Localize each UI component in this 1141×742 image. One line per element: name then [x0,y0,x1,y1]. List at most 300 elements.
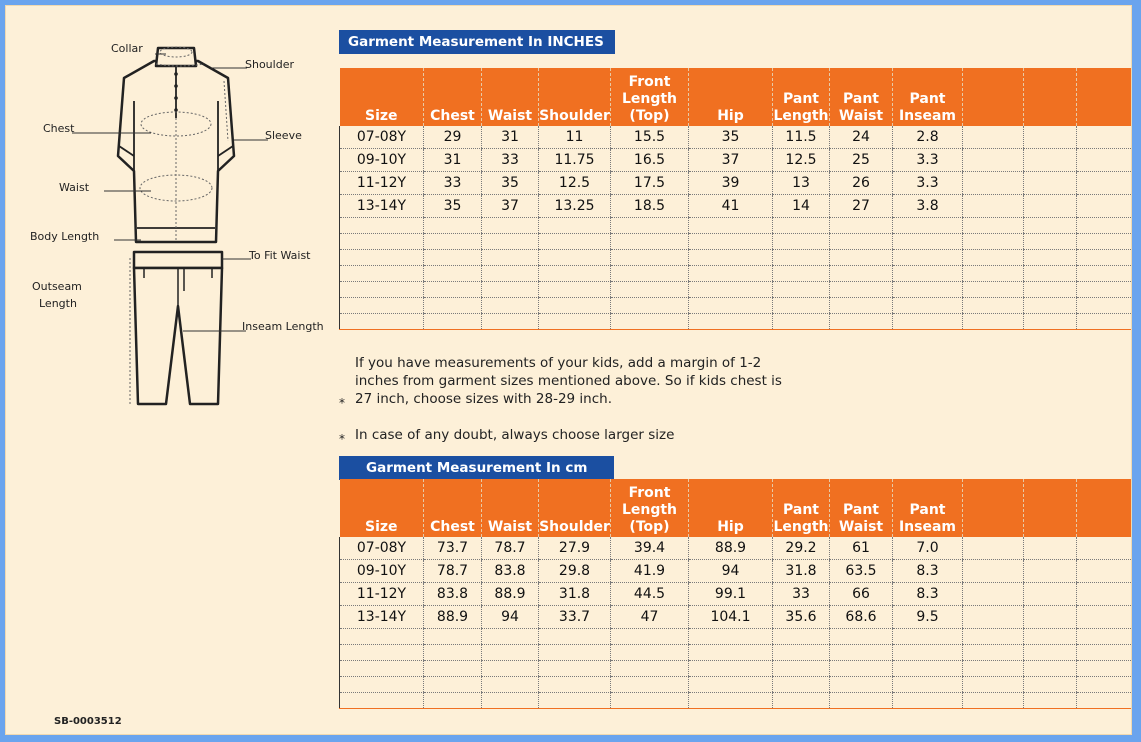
empty-row [340,693,1131,709]
column-header [963,479,1024,537]
empty-row [340,266,1131,282]
empty-cell [539,661,611,677]
empty-row [340,298,1131,314]
empty-cell [340,266,424,282]
empty-cell [689,266,773,282]
empty-cell [482,250,539,266]
empty-cell [539,266,611,282]
empty-cell [689,282,773,298]
empty-cell [424,266,482,282]
table-cell: 2.8 [893,126,963,149]
table-cell: 16.5 [611,149,689,172]
table-cell: 3.3 [893,149,963,172]
empty-cell [611,661,689,677]
column-header [482,68,539,126]
table-row [340,149,1131,172]
table-cell: 94 [482,606,539,629]
empty-cell [830,677,893,693]
body-length-label: Body Length [30,230,100,243]
empty-cell [340,218,424,234]
empty-cell [611,234,689,250]
empty-cell [424,234,482,250]
asterisk-icon: * [339,432,345,446]
empty-cell [689,629,773,645]
column-header [482,479,539,537]
column-header-line: (Top) [629,519,670,535]
empty-row [340,645,1131,661]
empty-cell [893,298,963,314]
column-header-line: Waist [838,519,884,535]
table-cell: 33.7 [539,606,611,629]
column-header [1077,479,1131,537]
empty-cell [611,693,689,709]
table-cell: 8.3 [893,583,963,606]
table-cell: 7.0 [893,537,963,560]
column-header [340,479,424,537]
empty-cell [963,218,1024,234]
table-cell [1077,195,1131,218]
empty-cell [830,250,893,266]
table-cell: 11.75 [539,149,611,172]
empty-cell [1024,693,1077,709]
table-cell: 11-12Y [340,583,424,606]
table-cell [1024,149,1077,172]
empty-cell [424,693,482,709]
empty-cell [424,250,482,266]
table-cell [1024,126,1077,149]
table-cell: 13 [773,172,830,195]
table-cell: 88.9 [689,537,773,560]
column-header-line: Length [773,108,829,124]
column-header-line: Chest [430,108,475,124]
empty-cell [830,629,893,645]
empty-cell [1024,629,1077,645]
empty-cell [689,298,773,314]
table-cell: 44.5 [611,583,689,606]
empty-cell [689,314,773,330]
empty-cell [482,645,539,661]
empty-cell [424,314,482,330]
column-header-line: Inseam [898,108,957,124]
column-header [539,479,611,537]
empty-cell [1024,314,1077,330]
column-header [424,68,482,126]
column-header-line: Waist [487,519,533,535]
table-cell [1024,172,1077,195]
empty-cell [773,266,830,282]
table-cell: 39 [689,172,773,195]
empty-cell [773,218,830,234]
empty-cell [1024,266,1077,282]
empty-cell [963,645,1024,661]
empty-cell [689,645,773,661]
empty-row [340,234,1131,250]
empty-cell [689,250,773,266]
empty-cell [830,298,893,314]
table-row [340,606,1131,629]
table-cell: 27 [830,195,893,218]
table-cell [1024,606,1077,629]
empty-cell [424,661,482,677]
column-header [1024,68,1077,126]
empty-cell [340,677,424,693]
note-text: In case of any doubt, always choose larger size [355,427,675,443]
waist-label: Waist [59,181,90,194]
empty-cell [1077,677,1131,693]
table-cell: 11.5 [773,126,830,149]
table-cell [963,583,1024,606]
empty-row [340,629,1131,645]
empty-cell [963,282,1024,298]
empty-cell [424,298,482,314]
table-cell [963,149,1024,172]
table-cell: 94 [689,560,773,583]
empty-cell [1024,645,1077,661]
empty-cell [1024,677,1077,693]
table-cell: 33 [482,149,539,172]
empty-cell [893,282,963,298]
product-code: SB-0003512 [54,716,122,727]
empty-cell [482,234,539,250]
table-cell [963,560,1024,583]
empty-cell [830,234,893,250]
empty-cell [773,693,830,709]
table-cell: 35.6 [773,606,830,629]
empty-cell [340,234,424,250]
empty-cell [539,282,611,298]
table-cell [1024,195,1077,218]
column-header-line: Inseam [898,519,957,535]
empty-cell [893,314,963,330]
empty-cell [1077,218,1131,234]
column-header [611,68,689,126]
column-header-line: Shoulder [539,108,610,124]
empty-cell [539,693,611,709]
table-cell: 26 [830,172,893,195]
table-cell: 31 [424,149,482,172]
empty-cell [611,314,689,330]
table-cell: 37 [689,149,773,172]
column-header-line: Size [364,519,398,535]
empty-cell [611,298,689,314]
empty-cell [539,314,611,330]
empty-cell [1077,298,1131,314]
table-cell [963,126,1024,149]
table-cell: 17.5 [611,172,689,195]
empty-cell [1024,298,1077,314]
table-cell: 09-10Y [340,560,424,583]
empty-cell [424,629,482,645]
column-header-line: Waist [487,108,533,124]
table-cell: 15.5 [611,126,689,149]
empty-cell [893,677,963,693]
column-header-line: Length [773,519,829,535]
empty-cell [773,282,830,298]
empty-cell [893,693,963,709]
empty-cell [539,677,611,693]
column-header [830,479,893,537]
table-cell: 68.6 [830,606,893,629]
table-cell: 78.7 [424,560,482,583]
column-header-line: Size [364,108,398,124]
empty-row [340,314,1131,330]
table-cell: 83.8 [424,583,482,606]
empty-cell [1024,661,1077,677]
column-header [689,479,773,537]
table-cell: 8.3 [893,560,963,583]
note-item [339,426,789,444]
inches-header-row [340,68,1131,126]
empty-cell [830,693,893,709]
empty-cell [773,298,830,314]
table-cell [963,537,1024,560]
table-cell [1077,172,1131,195]
column-header-line: Hip [717,108,744,124]
column-header-line: Waist [838,108,884,124]
inches-table-title: Garment Measurement In INCHES [339,30,615,54]
table-cell [1024,583,1077,606]
column-header-line: Length [621,502,678,518]
empty-cell [539,234,611,250]
column-header [773,68,830,126]
empty-cell [482,629,539,645]
cm-header-row [340,479,1131,537]
empty-cell [830,314,893,330]
empty-cell [482,218,539,234]
column-header [893,479,963,537]
empty-cell [963,250,1024,266]
empty-cell [773,234,830,250]
inseam-length-label: Inseam Length [242,320,324,333]
table-cell [963,606,1024,629]
table-cell: 63.5 [830,560,893,583]
empty-cell [424,282,482,298]
table-cell: 88.9 [424,606,482,629]
table-cell: 37 [482,195,539,218]
table-cell [963,172,1024,195]
empty-cell [1077,629,1131,645]
empty-cell [1077,314,1131,330]
empty-cell [963,693,1024,709]
column-header [340,68,424,126]
table-cell: 11 [539,126,611,149]
column-header-line: Pant [783,502,819,518]
column-header [773,479,830,537]
table-cell: 07-08Y [340,537,424,560]
empty-row [340,250,1131,266]
empty-cell [611,629,689,645]
empty-cell [611,250,689,266]
table-cell: 14 [773,195,830,218]
table-cell [1077,149,1131,172]
shoulder-label: Shoulder [245,58,294,71]
table-cell [1077,560,1131,583]
empty-cell [539,629,611,645]
column-header-line: Hip [717,519,744,535]
empty-cell [539,250,611,266]
column-header-line: (Top) [629,108,670,124]
column-header-line: Pant [909,502,946,518]
empty-cell [773,661,830,677]
empty-cell [689,661,773,677]
empty-cell [893,250,963,266]
table-cell [1024,537,1077,560]
empty-cell [963,266,1024,282]
column-header [689,68,773,126]
empty-cell [340,645,424,661]
table-cell: 18.5 [611,195,689,218]
empty-cell [963,677,1024,693]
empty-cell [340,629,424,645]
table-cell: 33 [773,583,830,606]
empty-cell [1077,266,1131,282]
empty-cell [482,693,539,709]
column-header-line: Pant [843,502,879,518]
table-row [340,583,1131,606]
empty-cell [963,298,1024,314]
empty-cell [611,218,689,234]
empty-cell [340,250,424,266]
measurement-diagram-panel [6,6,338,734]
empty-cell [482,661,539,677]
table-cell: 09-10Y [340,149,424,172]
empty-cell [1077,282,1131,298]
empty-cell [689,234,773,250]
table-cell: 41.9 [611,560,689,583]
empty-cell [539,218,611,234]
empty-row [340,218,1131,234]
empty-cell [482,266,539,282]
table-cell: 33 [424,172,482,195]
asterisk-icon: * [339,396,345,410]
empty-cell [1077,693,1131,709]
empty-cell [963,661,1024,677]
empty-cell [963,629,1024,645]
table-cell: 25 [830,149,893,172]
table-cell: 88.9 [482,583,539,606]
table-cell: 27.9 [539,537,611,560]
empty-cell [893,234,963,250]
table-row [340,560,1131,583]
empty-cell [340,314,424,330]
notes-section [339,354,789,462]
cm-measurement-table [339,479,1131,709]
empty-cell [830,661,893,677]
empty-cell [689,218,773,234]
empty-cell [830,645,893,661]
column-header-line: Length [621,91,678,107]
empty-cell [1077,234,1131,250]
table-cell: 12.5 [773,149,830,172]
empty-cell [424,677,482,693]
table-cell: 35 [424,195,482,218]
table-cell: 39.4 [611,537,689,560]
chest-label: Chest [43,122,75,135]
empty-cell [1077,661,1131,677]
empty-cell [340,661,424,677]
empty-row [340,677,1131,693]
table-cell: 41 [689,195,773,218]
table-cell: 9.5 [893,606,963,629]
table-cell: 13.25 [539,195,611,218]
sleeve-label: Sleeve [265,129,302,142]
empty-cell [773,250,830,266]
column-header [1077,68,1131,126]
table-cell: 12.5 [539,172,611,195]
table-cell: 35 [689,126,773,149]
empty-cell [773,314,830,330]
empty-cell [1077,250,1131,266]
column-header-line: Pant [843,91,879,107]
column-header [830,68,893,126]
empty-cell [1024,250,1077,266]
table-cell [1077,583,1131,606]
table-cell: 66 [830,583,893,606]
column-header [1024,479,1077,537]
empty-cell [1024,282,1077,298]
empty-cell [963,314,1024,330]
empty-row [340,282,1131,298]
column-header [963,68,1024,126]
table-cell: 3.3 [893,172,963,195]
table-cell: 07-08Y [340,126,424,149]
to-fit-waist-label: To Fit Waist [249,249,311,262]
column-header [893,68,963,126]
table-cell: 61 [830,537,893,560]
empty-cell [893,266,963,282]
table-cell: 31.8 [773,560,830,583]
table-cell: 73.7 [424,537,482,560]
empty-cell [482,282,539,298]
table-cell [1077,126,1131,149]
table-cell: 104.1 [689,606,773,629]
table-cell: 35 [482,172,539,195]
empty-cell [611,282,689,298]
table-cell [963,195,1024,218]
empty-cell [773,629,830,645]
empty-cell [340,693,424,709]
table-cell: 11-12Y [340,172,424,195]
table-cell: 99.1 [689,583,773,606]
table-cell: 83.8 [482,560,539,583]
empty-cell [830,218,893,234]
empty-cell [893,629,963,645]
empty-cell [893,661,963,677]
column-header-line: Front [628,485,671,501]
empty-cell [611,645,689,661]
empty-cell [689,693,773,709]
empty-cell [893,645,963,661]
column-header-line: Shoulder [539,519,610,535]
note-item [339,354,789,408]
table-cell: 47 [611,606,689,629]
table-cell: 29.2 [773,537,830,560]
empty-cell [1024,218,1077,234]
empty-cell [539,298,611,314]
collar-label: Collar [111,42,143,55]
table-row [340,126,1131,149]
table-row [340,172,1131,195]
cm-table-title: Garment Measurement In cm [339,456,614,480]
empty-cell [424,645,482,661]
table-cell [1024,560,1077,583]
table-cell: 13-14Y [340,195,424,218]
empty-cell [424,218,482,234]
empty-cell [340,282,424,298]
empty-cell [689,677,773,693]
table-cell: 29 [424,126,482,149]
table-cell [1077,537,1131,560]
